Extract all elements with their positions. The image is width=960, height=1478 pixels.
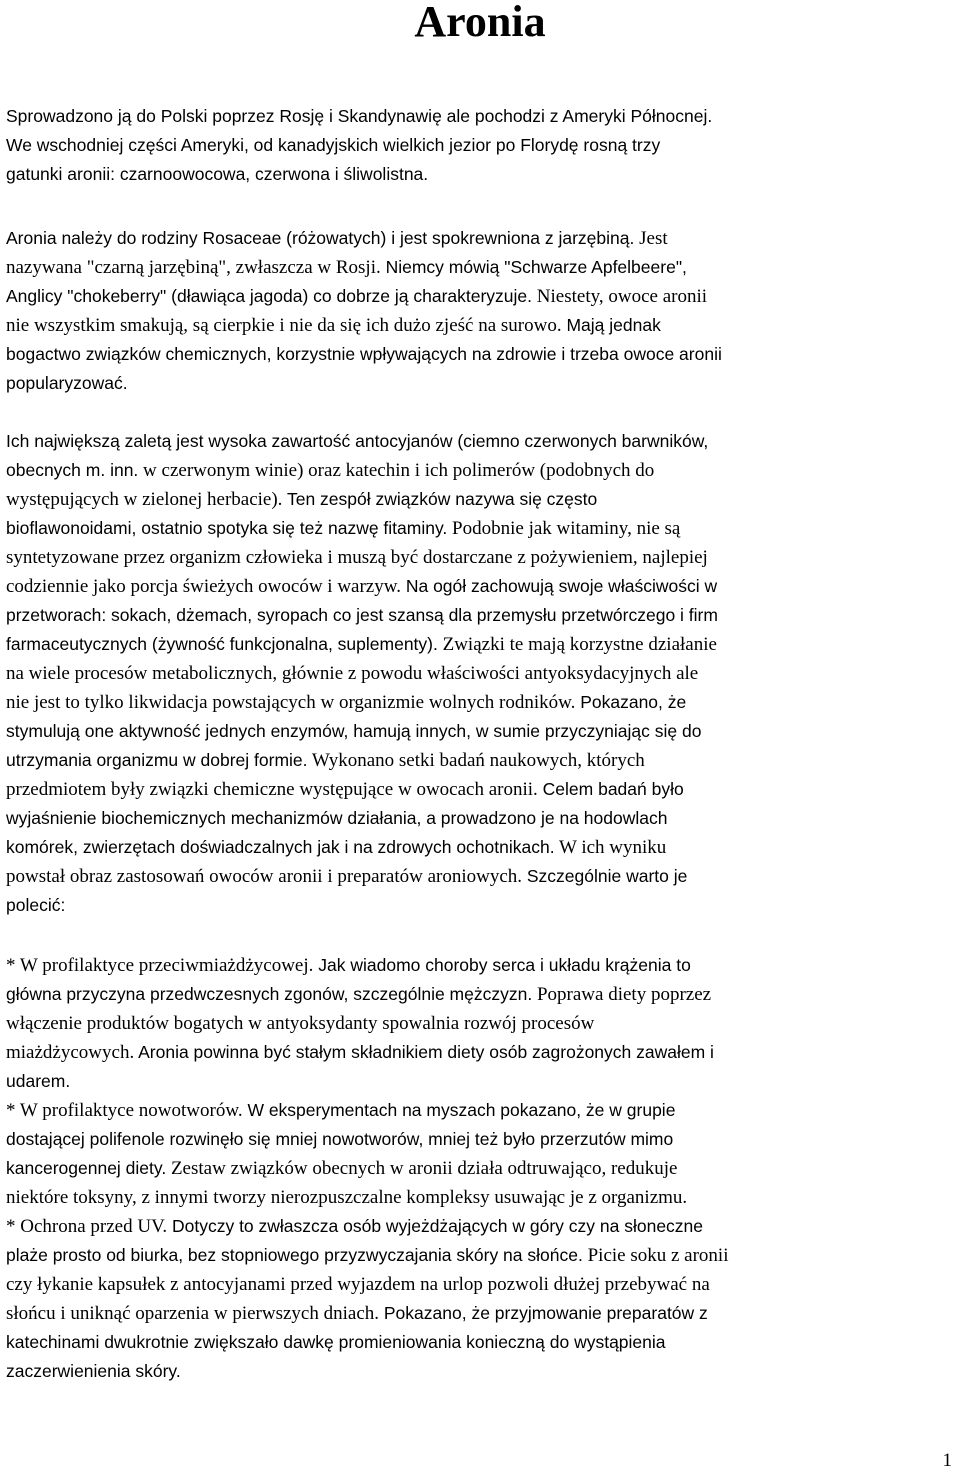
page-title: Aronia [414, 0, 546, 46]
text-run: Pokazano, że stymulują one aktywność jednych enzymów, hamują innych, w sumie przyczyniając się do utrzymania organizmu w dobrej formie. [6, 692, 702, 770]
text-run: Na ogół zachowują swoje właściwości w przetworach: sokach, dżemach, syropach co jest szansą dla przemysłu przetwórczego i firm farmaceutycznych (żywność funkcjonalna, suplementy). [6, 576, 718, 654]
text-run: Ich największą zaletą jest wysoka zawartość antocyjanów (ciemno czerwonych barwników, obecnych m. inn. [6, 431, 709, 480]
page-number: 1 [942, 1450, 952, 1471]
text-run: Dotyczy to zwłaszcza osób wyjeżdżających w góry czy na słoneczne plaże prosto od biurka, bez stopniowego przyzwyczajania skóry na słońce. [6, 1216, 704, 1265]
list-item-heading: * W profilaktyce nowotworów. [6, 1100, 243, 1121]
text-run: Podobnie jak witaminy, nie są syntetyzowane przez organizm człowieka i muszą być dostarczane z pożywieniem, najlepiej codziennie jako porcja świeżych owoców i warzyw. [6, 518, 708, 597]
text-run: Zestaw związków obecnych w aronii działa odtruwająco, redukuje niektóre toksyny, z innymi tworzy nierozpuszczalne kompleksy usuwając je z organizmu. [6, 1158, 688, 1208]
text-run: Niemcy mówią "Schwarze Apfelbeere", Anglicy "chokeberry" (dławiąca jagoda) co dobrze ją charakteryzuje. [6, 257, 687, 306]
text-run: W eksperymentach na myszach pokazano, że w grupie dostającej polifenole rozwinęło się mniej nowotworów, mniej też było przerzutów mimo kancerogennej diety. [6, 1100, 676, 1178]
text-run: Jest nazywana "czarną jarzębiną", zwłaszcza w Rosji. [6, 228, 668, 278]
text-run: Mają jednak bogactwo związków chemicznych, korzystnie wpływających na zdrowie i trzeba owoce aronii popularyzować. [6, 315, 722, 393]
text-run: Picie soku z aronii czy łykanie kapsułek z antocyjanami przed wyjazdem na urlop pozwoli dłużej przebywać na słońcu i uniknąć oparzenia w pierwszych dniach. [6, 1245, 729, 1324]
text-run: Niestety, owoce aronii nie wszystkim smakują, są cierpkie i nie da się ich dużo zjeść na surowo. [6, 286, 708, 336]
text-run: Poprawa diety poprzez włączenie produktów bogatych w antyoksydanty spowalnia rozwój procesów miażdżycowych. [6, 984, 712, 1063]
text-run: Celem badań było wyjaśnienie biochemicznych mechanizmów działania, a prowadzono je na hodowlach komórek, zwierzętach doświadczalnych jak i na zdrowych ochotnikach. [6, 779, 684, 857]
text-run: Aronia powinna być stałym składnikiem diety osób zagrożonych zawałem i udarem. [6, 1042, 714, 1091]
text-run: Wykonano setki badań naukowych, których przedmiotem były związki chemiczne występujące w owocach aronii. [6, 750, 645, 800]
paragraph-family [6, 224, 956, 398]
list-item-heading: * W profilaktyce przeciwmiażdżycowej. [6, 955, 314, 976]
text-run: Ten zespół związków nazywa się często bioflawonoidami, ostatnio spotyka się też nazwę fitaminy. [6, 489, 598, 538]
paragraph-origin: Sprowadzono ją do Polski poprzez Rosję i Skandynawię ale pochodzi z Ameryki Północnej. We wschodniej części Ameryki, od kanadyjskich wielkich jezior po Florydę rosną trzy gatunki aronii: czarnoowocowa, czerwona i śliwolistna. [6, 106, 713, 184]
text-run: Związki te mają korzystne działanie na wiele procesów metabolicznych, głównie z powodu właściwości antyoksydacyjnych ale nie jest to tylko likwidacja powstających w organizmie wolnych rodników. [6, 634, 717, 713]
text-run: Pokazano, że przyjmowanie preparatów z katechinami dwukrotnie zwiększało dawkę promieniowania konieczną do wystąpienia zaczerwienienia skóry. [6, 1303, 708, 1381]
paragraph-benefits-list [6, 951, 956, 1386]
text-run: Szczególnie warto je polecić: [6, 866, 688, 915]
text-run: Jak wiadomo choroby serca i układu krążenia to główna przyczyna przedwczesnych zgonów, szczególnie mężczyzn. [6, 955, 691, 1004]
list-item-heading: * Ochrona przed UV. [6, 1216, 168, 1237]
text-run: Aronia należy do rodziny Rosaceae (różowatych) i jest spokrewniona z jarzębiną. [6, 228, 635, 248]
text-run: W ich wyniku powstał obraz zastosowań owoców aronii i preparatów aroniowych. [6, 837, 667, 887]
paragraph-compounds [6, 427, 956, 920]
text-run: w czerwonym winie) oraz katechin i ich polimerów (podobnych do występujących w zielonej herbacie). [6, 460, 655, 510]
